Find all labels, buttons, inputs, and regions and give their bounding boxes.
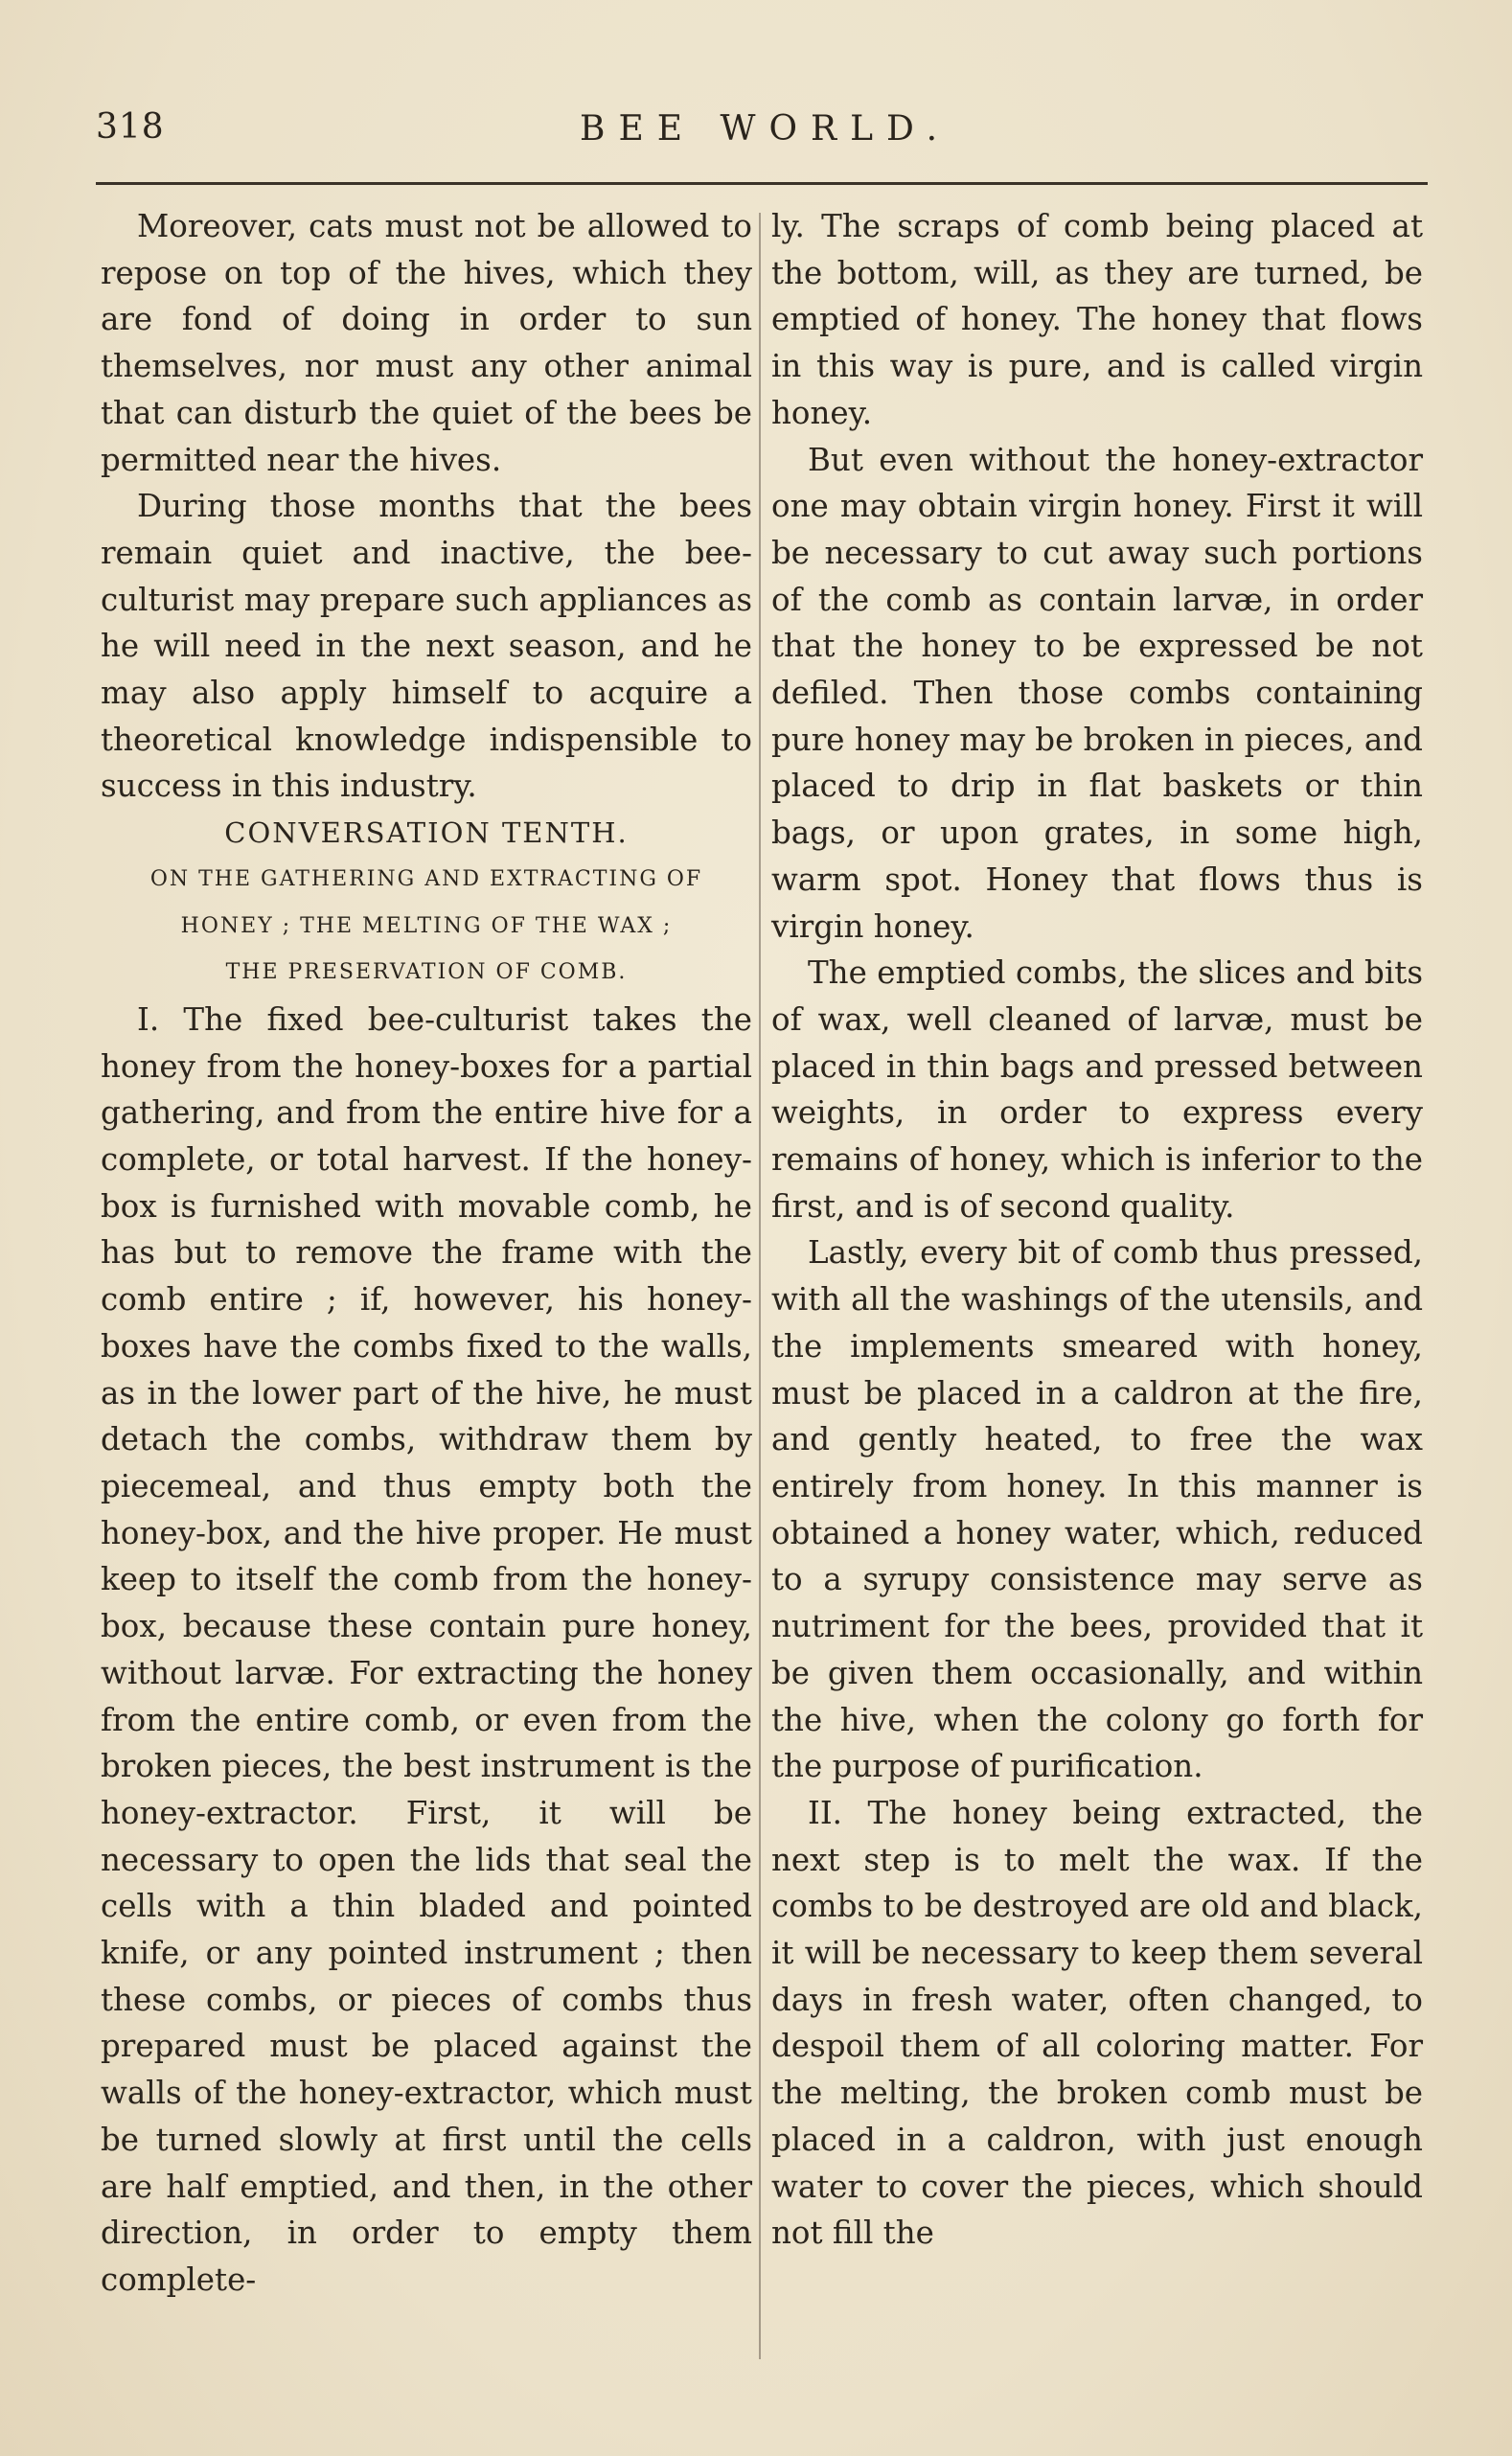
conversation-title: CONVERSATION TENTH. — [224, 816, 629, 850]
paragraph: ly. The scraps of comb being placed at the bottom, will, as they are turned, be emptied of honey. The honey that flows in this way is pure, and is called virgin honey. — [771, 208, 1423, 431]
paragraph: But even without the honey-extractor one may obtain virgin honey. First it will be necessary to cut away such portions of the comb as contain larvæ, in order that the honey to be expressed be not defiled. Then those combs containing pure honey may be broken in pieces, and placed to drip in flat baskets or thin bags, or upon grates, in some high, warm spot. Honey that flows thus is virgin honey. — [771, 441, 1423, 945]
paragraph: Lastly, every bit of comb thus pressed, with all the washings of the utensils, and the implements smeared with honey, must be placed in a caldron at the fire, and gently heated, to free the wax entirely from honey. In this manner is obtained a honey water, which, reduced to a syrupy consistence may serve as nutriment for the bees, provided that it be given them occasionally, and within the hive, when the colony go forth for the purpose of purification. — [771, 1234, 1423, 1785]
page-header — [96, 107, 1428, 165]
page-number: 318 — [96, 107, 165, 147]
right-column — [771, 203, 1423, 2257]
chapter-subhead: HONEY ; THE MELTING OF THE WAX ; — [180, 913, 673, 938]
left-column — [101, 203, 752, 2304]
running-head: BEE WORLD. — [580, 109, 951, 149]
column-divider — [759, 213, 761, 2359]
paragraph: The emptied combs, the slices and bits of wax, well cleaned of larvæ, must be placed in thin bags and pressed between weights, in order to express every remains of honey, which is inferior to the first, and is of second quality. — [771, 954, 1423, 1225]
paragraph: During those months that the bees remain quiet and inactive, the bee-culturist may prepare such appliances as he will need in the next season, and he may also apply himself to acquire a theoretical knowledge indispensible to success in this industry. — [101, 488, 752, 805]
chapter-subhead: THE PRESERVATION OF COMB. — [225, 960, 628, 985]
chapter-subhead: ON THE GATHERING AND EXTRACTING OF — [149, 866, 703, 891]
paragraph: Moreover, cats must not be allowed to repose on top of the hives, which they are fond of doing in order to sun themselves, nor must any other animal that can disturb the quiet of the bees be permitted near the hives. — [101, 208, 752, 478]
paragraph: I. The fixed bee-culturist takes the honey from the honey-boxes for a partial gathering, and from the entire hive for a complete, or total harvest. If the honey-box is furnished with movable comb, he has but to remove the frame with the comb entire ; if, however, his honey-boxes have the combs fixed to the walls, as in the lower part of the hive, he must detach the combs, withdraw them by piecemeal, and thus empty both the honey-box, and the hive proper. He must keep to itself the comb from the honey-box, because these contain pure honey, without larvæ. For extracting the honey from the entire comb, or even from the broken pieces, the best instrument is the honey-extractor. First, it will be necessary to open the lids that seal the cells with a thin bladed and pointed knife, or any pointed instrument ; then these combs, or pieces of combs thus prepared must be placed against the walls of the honey-extractor, which must be turned slowly at first until the cells are half emptied, and then, in the other direction, in order to empty them complete- — [101, 1000, 752, 2298]
header-rule — [96, 182, 1428, 185]
paragraph: II. The honey being extracted, the next step is to melt the wax. If the combs to be destroyed are old and black, it will be necessary to keep them several days in fresh water, often changed, to despoil them of all coloring matter. For the melting, the broken comb must be placed in a caldron, with just enough water to cover the pieces, which should not fill the — [771, 1794, 1423, 2252]
